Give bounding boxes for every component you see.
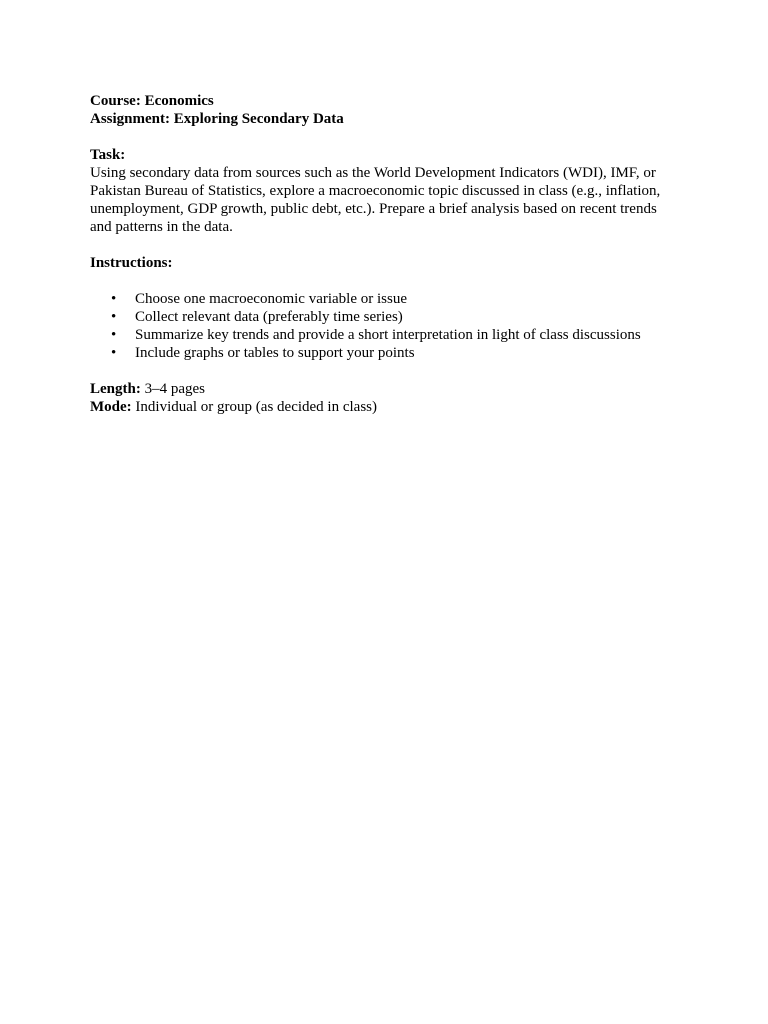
length-value: 3–4 pages [144, 381, 205, 397]
list-item [90, 290, 680, 308]
instruction-text: Collect relevant data (preferably time series) [135, 309, 403, 325]
list-item [90, 308, 680, 326]
instructions-list [90, 290, 680, 362]
mode-label: Mode: [90, 399, 132, 415]
list-item [90, 344, 680, 362]
instruction-text: Summarize key trends and provide a short interpretation in light of class discussions [135, 327, 641, 343]
spacer [90, 236, 680, 254]
task-description: Using secondary data from sources such as the World Development Indicators (WDI), IMF, or Pakistan Bureau of Statistics, explore a macroeconomic topic discussed in class (e.g., inflation, unemployment, GDP growth, public debt, etc.). Prepare a brief analysis based on recent trends and patterns in the data. [90, 165, 661, 235]
spacer [90, 272, 680, 290]
spacer [90, 128, 680, 146]
mode-value: Individual or group (as decided in class) [135, 399, 378, 415]
task-heading: Task: [90, 147, 126, 163]
instruction-text: Include graphs or tables to support your points [135, 345, 415, 361]
course-value: Economics [144, 93, 214, 109]
instructions-heading: Instructions: [90, 255, 173, 271]
list-item [90, 326, 680, 344]
assignment-title: Exploring Secondary Data [173, 111, 344, 127]
length-label: Length: [90, 381, 141, 397]
document-body [90, 92, 680, 416]
bullet-icon: • [111, 309, 117, 325]
course-label: Course: [90, 93, 141, 109]
bullet-icon: • [111, 291, 117, 307]
assignment-label: Assignment: [90, 111, 171, 127]
length-line [90, 380, 680, 398]
spacer [90, 362, 680, 380]
bullet-icon: • [111, 345, 117, 361]
instruction-text: Choose one macroeconomic variable or issue [135, 291, 407, 307]
course-line [90, 92, 680, 110]
assignment-line [90, 110, 680, 128]
bullet-icon: • [111, 327, 117, 343]
mode-line [90, 398, 680, 416]
